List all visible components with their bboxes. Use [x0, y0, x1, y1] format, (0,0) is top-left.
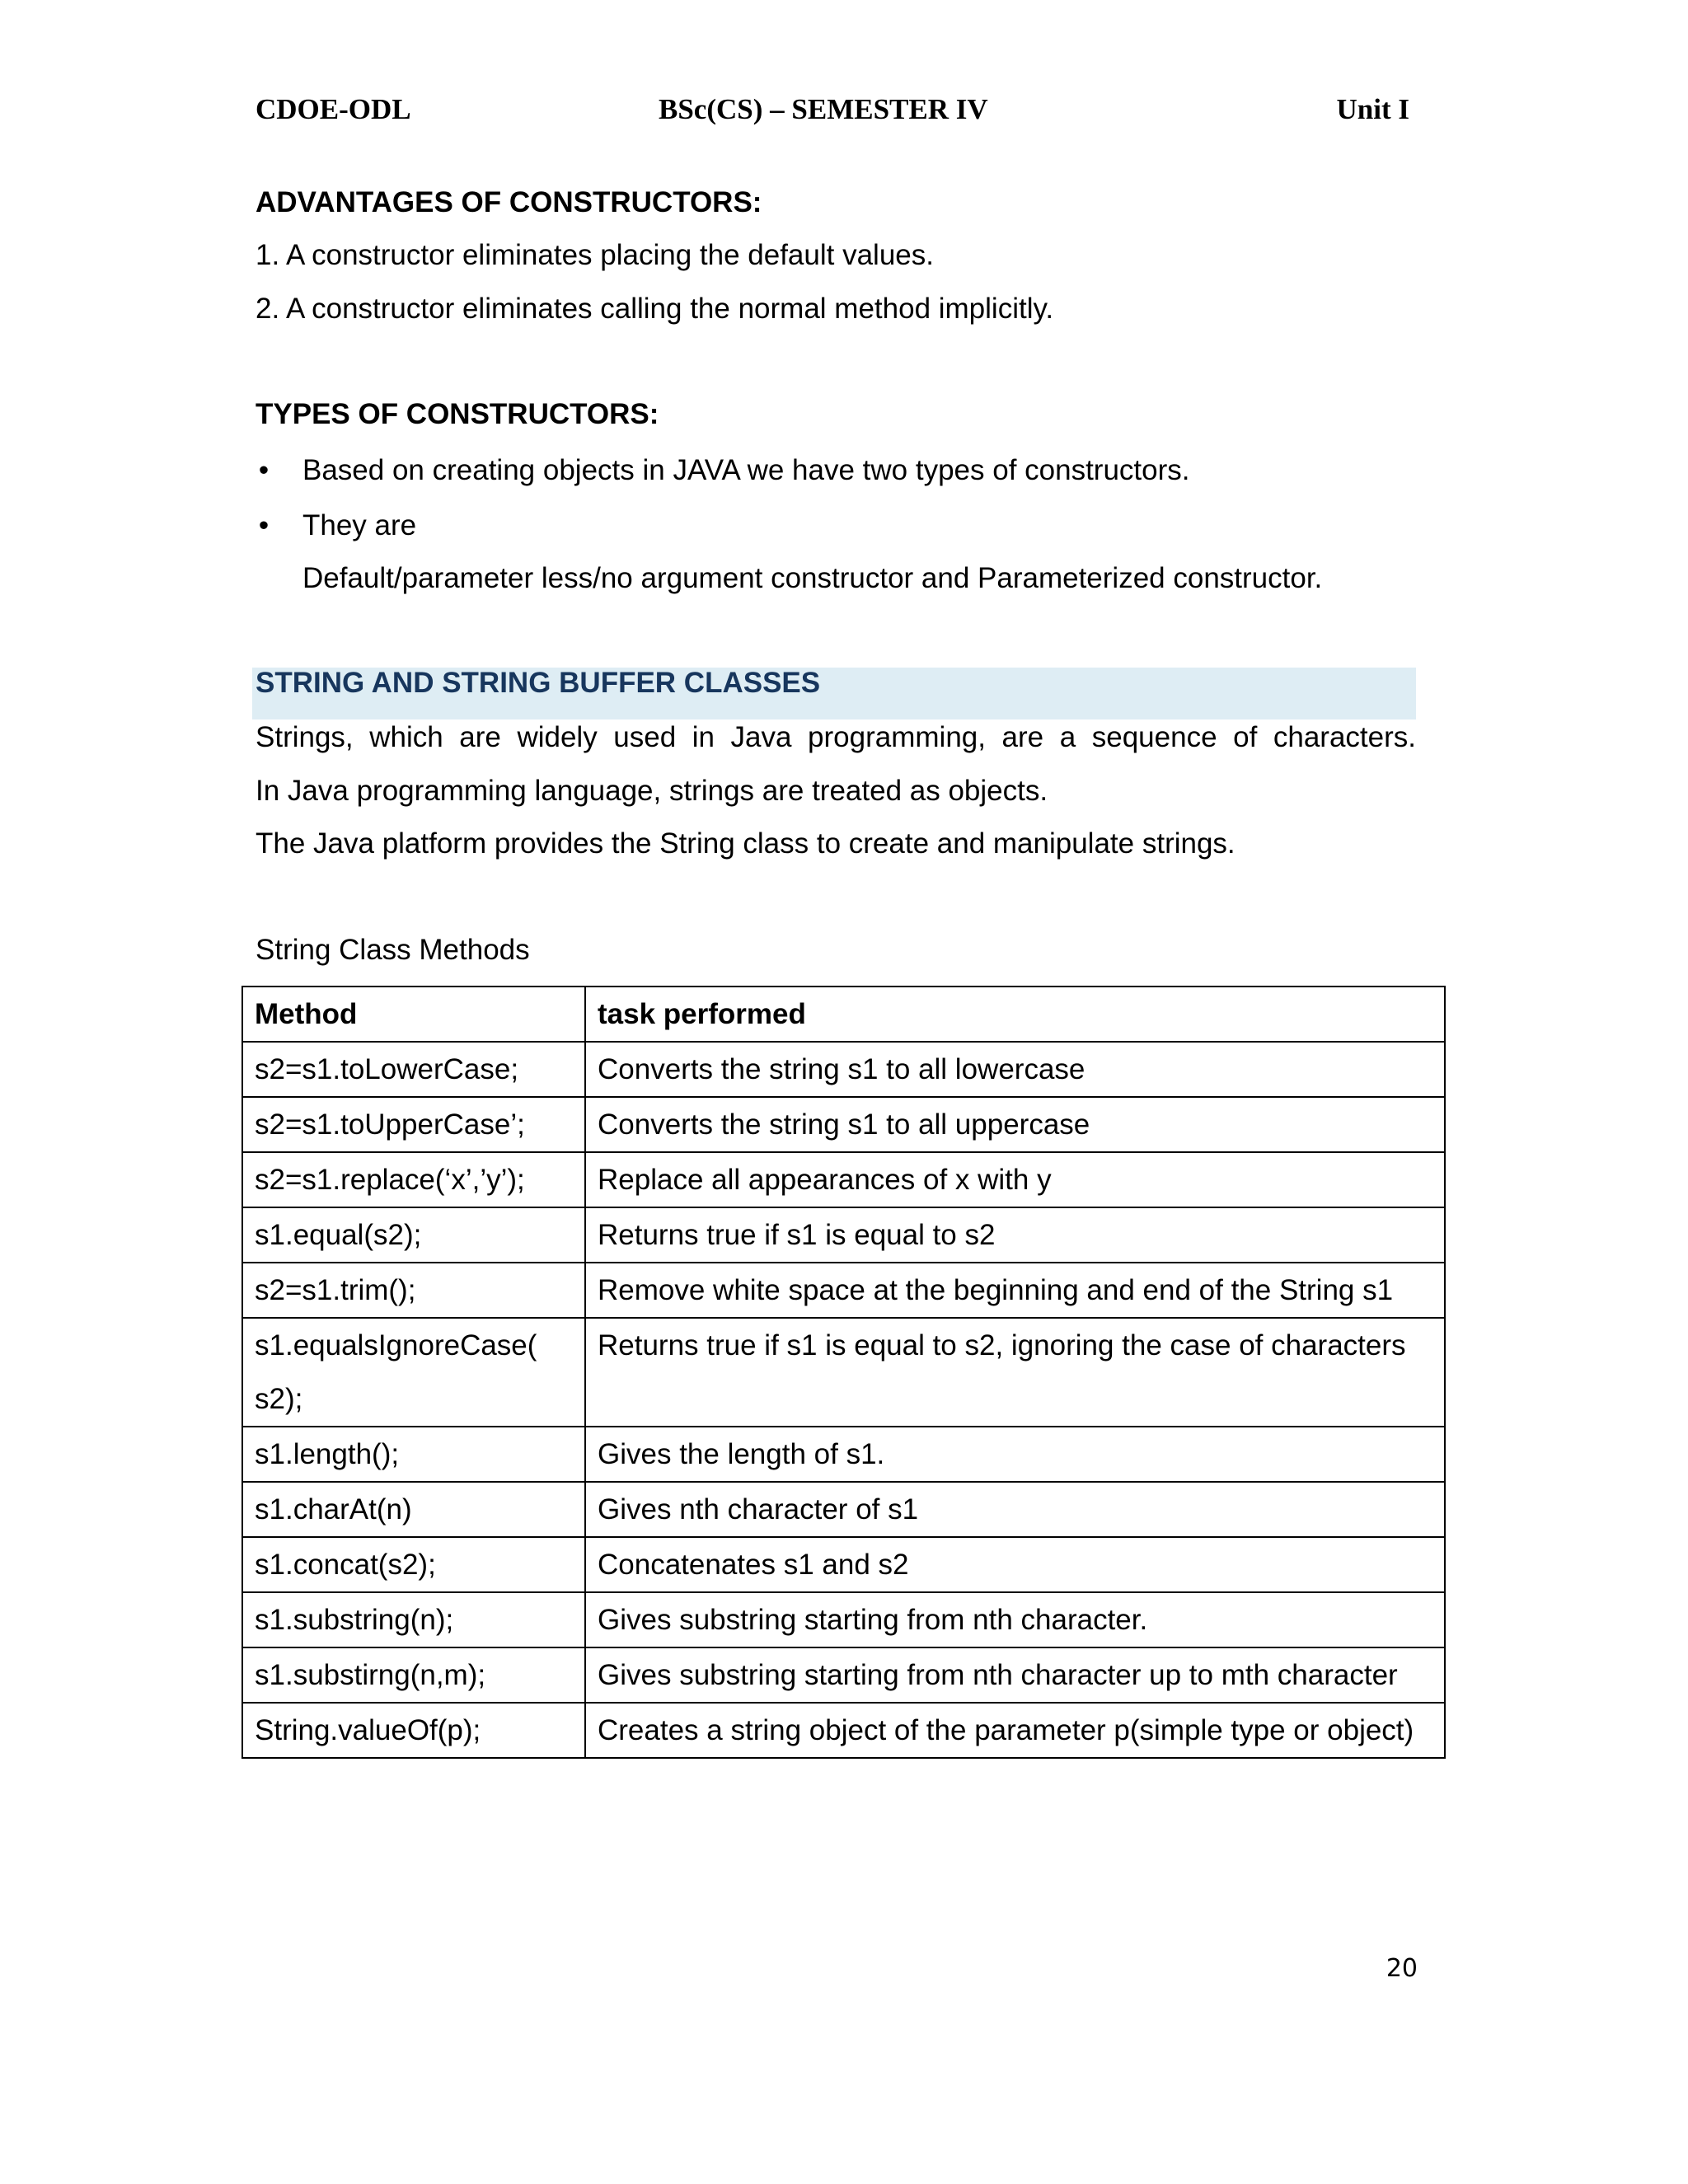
task-cell: Returns true if s1 is equal to s2, ignoring the case of characters — [585, 1318, 1445, 1427]
task-cell: Remove white space at the beginning and end of the String s1 — [585, 1263, 1445, 1318]
table-row — [242, 1537, 1445, 1592]
task-cell: Gives substring starting from nth character. — [585, 1592, 1445, 1647]
table-row — [242, 1647, 1445, 1703]
task-cell: Converts the string s1 to all lowercase — [585, 1042, 1445, 1097]
table-row — [242, 1097, 1445, 1152]
method-cell: s1.concat(s2); — [242, 1537, 585, 1592]
header-right: Unit I — [1336, 93, 1409, 125]
method-cell: s2=s1.toUpperCase’; — [242, 1097, 585, 1152]
task-cell: Gives nth character of s1 — [585, 1482, 1445, 1537]
table-row — [242, 1152, 1445, 1207]
method-cell: s2=s1.toLowerCase; — [242, 1042, 585, 1097]
task-cell: Gives the length of s1. — [585, 1427, 1445, 1482]
table-row — [242, 1482, 1445, 1537]
advantages-item: 1. A constructor eliminates placing the default values. — [256, 239, 934, 271]
method-cell: s2=s1.replace(‘x’,’y’); — [242, 1152, 585, 1207]
task-cell: Gives substring starting from nth character up to mth character — [585, 1647, 1445, 1703]
types-continuation: Default/parameter less/no argument constructor and Parameterized constructor. — [302, 562, 1323, 594]
page-number: 20 — [1386, 1954, 1418, 1983]
strings-paragraph: In Java programming language, strings are treated as objects. — [256, 775, 1048, 807]
task-cell: Replace all appearances of x with y — [585, 1152, 1445, 1207]
task-cell: Converts the string s1 to all uppercase — [585, 1097, 1445, 1152]
page-header — [256, 93, 1409, 131]
table-caption: String Class Methods — [256, 934, 530, 966]
strings-paragraph: The Java platform provides the String class to create and manipulate strings. — [256, 827, 1236, 860]
method-cell: s1.charAt(n) — [242, 1482, 585, 1537]
table-row — [242, 1207, 1445, 1263]
header-left: CDOE-ODL — [256, 93, 411, 125]
table-row — [242, 1042, 1445, 1097]
table-row — [242, 1263, 1445, 1318]
method-cell: s1.equal(s2); — [242, 1207, 585, 1263]
string-methods-table — [241, 986, 1446, 1759]
table-row — [242, 1318, 1445, 1427]
bullet-dot-icon: • — [258, 509, 270, 541]
method-cell: s1.length(); — [242, 1427, 585, 1482]
types-heading: TYPES OF CONSTRUCTORS: — [256, 398, 659, 430]
method-cell: String.valueOf(p); — [242, 1703, 585, 1758]
table-row — [242, 1427, 1445, 1482]
column-header-method: Method — [242, 987, 585, 1042]
section-title: STRING AND STRING BUFFER CLASSES — [256, 667, 821, 699]
method-cell: s1.substirng(n,m); — [242, 1647, 585, 1703]
column-header-task: task performed — [585, 987, 1445, 1042]
strings-paragraph: Strings, which are widely used in Java programming, are a sequence of characters. — [256, 721, 1416, 753]
advantages-item: 2. A constructor eliminates calling the normal method implicitly. — [256, 293, 1054, 325]
task-cell: Creates a string object of the parameter p(simple type or object) — [585, 1703, 1445, 1758]
method-cell: s2=s1.trim(); — [242, 1263, 585, 1318]
table-row — [242, 1703, 1445, 1758]
method-cell: s1.substring(n); — [242, 1592, 585, 1647]
types-bullet-text: Based on creating objects in JAVA we have two types of constructors. — [302, 454, 1190, 486]
task-cell: Returns true if s1 is equal to s2 — [585, 1207, 1445, 1263]
method-cell: s1.equalsIgnoreCase( s2); — [242, 1318, 585, 1427]
advantages-heading: ADVANTAGES OF CONSTRUCTORS: — [256, 186, 762, 218]
task-cell: Concatenates s1 and s2 — [585, 1537, 1445, 1592]
table-header-row — [242, 987, 1445, 1042]
table-row — [242, 1592, 1445, 1647]
types-bullet-text: They are — [302, 509, 417, 541]
bullet-dot-icon: • — [258, 454, 270, 486]
header-center: BSc(CS) – SEMESTER IV — [659, 93, 988, 125]
